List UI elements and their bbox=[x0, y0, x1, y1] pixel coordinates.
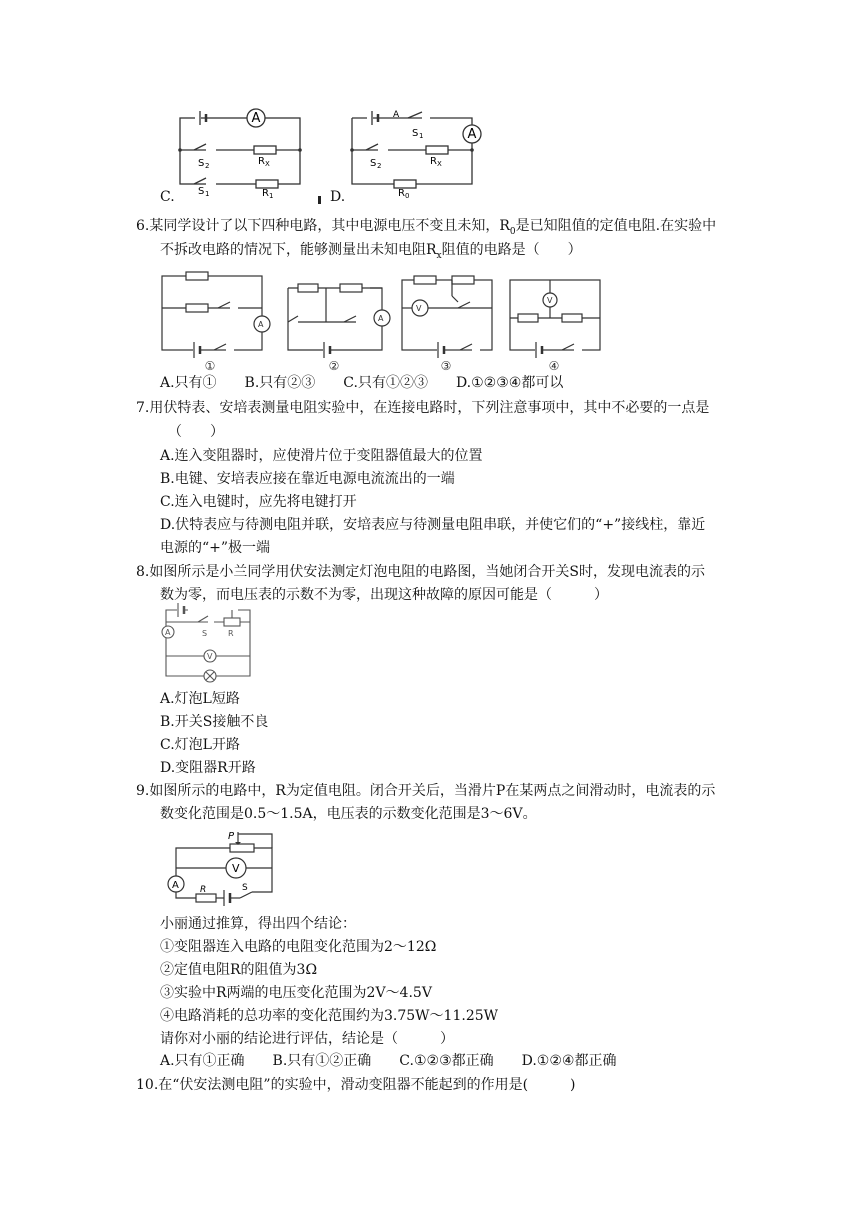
fig-label-4: ④ bbox=[548, 359, 560, 373]
resistor-r1-label: R bbox=[262, 188, 269, 199]
svg-text:V: V bbox=[547, 296, 553, 305]
q9-intro: 小丽通过推算，得出四个结论： bbox=[160, 916, 356, 932]
q7-option-b: B.电键、安培表应接在靠近电源电流流出的一端 bbox=[160, 471, 455, 487]
q8-stem-line1: 8.如图所示是小兰同学用伏安法测定灯泡电阻的电路图，当她闭合开关S时，发现电流表的示 bbox=[136, 564, 705, 580]
q9-conclusion-1: ①变阻器连入电路的电阻变化范围为2～12Ω bbox=[160, 939, 437, 955]
q5-option-c: C. bbox=[160, 189, 175, 205]
q8-stem-line2: 数为零，而电压表的示数不为零，出现这种故障的原因可能是（ ） bbox=[160, 587, 608, 603]
q7-stem-line2: （ ） bbox=[168, 424, 224, 440]
fig-label-2: ② bbox=[328, 359, 340, 373]
resistor-rx-label: R bbox=[430, 156, 437, 167]
switch-s2-sub: 2 bbox=[205, 162, 210, 170]
a-small-label: A bbox=[393, 110, 400, 120]
q8-option-d: D.变阻器R开路 bbox=[160, 760, 256, 776]
q7-stem-line1: 7.用伏特表、安培表测量电阻实验中，在连接电路时，下列注意事项中，其中不必要的一点是 bbox=[136, 400, 710, 416]
q9-conclusion-4: ④电路消耗的总功率的变化范围约为3.75W～11.25W bbox=[160, 1008, 499, 1024]
slider-p-label: P bbox=[228, 831, 235, 842]
switch-s1-label: S bbox=[198, 186, 205, 197]
switch-s1-sub: 1 bbox=[205, 190, 210, 198]
q5-figure-d bbox=[348, 104, 488, 200]
q6-stem-line1: 6.某同学设计了以下四种电路，其中电源电压不变且未知，$R_0$是已知阻值的定值电阻.在实验中 bbox=[136, 218, 717, 237]
q7-option-d-line2: 电源的“+”极一端 bbox=[160, 540, 271, 556]
switch-s2-sub: 2 bbox=[377, 162, 382, 170]
q8-circuit-figure bbox=[158, 604, 258, 684]
resistor-rx-sub: X bbox=[265, 160, 270, 168]
resistor-r-label: R bbox=[200, 885, 207, 895]
resistor-r1-sub: 1 bbox=[269, 192, 274, 200]
ammeter-label: A bbox=[165, 628, 171, 637]
separator-mark bbox=[318, 196, 321, 204]
q8-option-b: B.开关S接触不良 bbox=[160, 714, 269, 730]
fig-label-1: ① bbox=[204, 359, 216, 373]
q7-option-a: A.连入变阻器时，应使滑片位于变阻器值最大的位置 bbox=[160, 448, 483, 464]
voltmeter-label: V bbox=[232, 862, 240, 875]
q8-option-a: A.灯泡L短路 bbox=[160, 691, 240, 707]
svg-text:A: A bbox=[378, 314, 384, 323]
q6-circuit-figures bbox=[158, 262, 604, 372]
switch-s1-label: S bbox=[412, 128, 419, 139]
switch-s-label: S bbox=[202, 629, 208, 638]
q6-options: A.只有① B.只有②③ C.只有①②③ D.①②③④都可以 bbox=[160, 375, 564, 391]
q5-option-d: D. bbox=[330, 189, 346, 205]
resistor-r0-label: R bbox=[398, 188, 405, 199]
ammeter-label: A bbox=[172, 880, 179, 891]
q5-figure-c bbox=[176, 104, 306, 200]
q9-options: A.只有①正确 B.只有①②正确 C.①②③都正确 D.①②④都正确 bbox=[160, 1053, 617, 1069]
resistor-rx-sub: X bbox=[437, 160, 442, 168]
q8-option-c: C.灯泡L开路 bbox=[160, 737, 240, 753]
q9-conclusion-2: ②定值电阻R的阻值为3Ω bbox=[160, 962, 318, 978]
resistor-r0-sub: 0 bbox=[405, 192, 410, 200]
rheostat-r-label: R bbox=[228, 629, 234, 638]
q9-stem-line2: 数变化范围是0.5～1.5A，电压表的示数变化范围是3～6V。 bbox=[160, 806, 537, 822]
q9-question: 请你对小丽的结论进行评估，结论是（ ） bbox=[160, 1031, 454, 1047]
switch-s-label: S bbox=[242, 883, 248, 893]
q10-stem: 10.在“伏安法测电阻”的实验中，滑动变阻器不能起到的作用是( ) bbox=[136, 1077, 576, 1093]
q7-option-d-line1: D.伏特表应与待测电阻并联，安培表应与待测量电阻串联，并使它们的“+”接线柱，靠近 bbox=[160, 517, 706, 533]
switch-s2-label: S bbox=[198, 158, 205, 169]
q6-stem-line2: 不拆改电路的情况下，能够测量出未知电阻$R_x$阻值的电路是（ ） bbox=[160, 242, 582, 261]
fig-label-3: ③ bbox=[440, 359, 452, 373]
ammeter-label: A bbox=[467, 127, 477, 142]
q9-conclusion-3: ③实验中R两端的电压变化范围为2V～4.5V bbox=[160, 985, 432, 1001]
ammeter-label: A bbox=[251, 111, 261, 126]
q9-stem-line1: 9.如图所示的电路中，R为定值电阻。闭合开关后，当滑片P在某两点之间滑动时，电流表的示 bbox=[136, 783, 716, 799]
q9-circuit-figure bbox=[160, 830, 280, 908]
svg-text:V: V bbox=[416, 304, 422, 313]
voltmeter-label: V bbox=[207, 652, 213, 661]
q7-option-c: C.连入电键时，应先将电键打开 bbox=[160, 494, 357, 510]
svg-text:A: A bbox=[258, 320, 264, 329]
resistor-rx-label: R bbox=[258, 156, 265, 167]
switch-s1-sub: 1 bbox=[419, 132, 424, 140]
switch-s2-label: S bbox=[370, 158, 377, 169]
